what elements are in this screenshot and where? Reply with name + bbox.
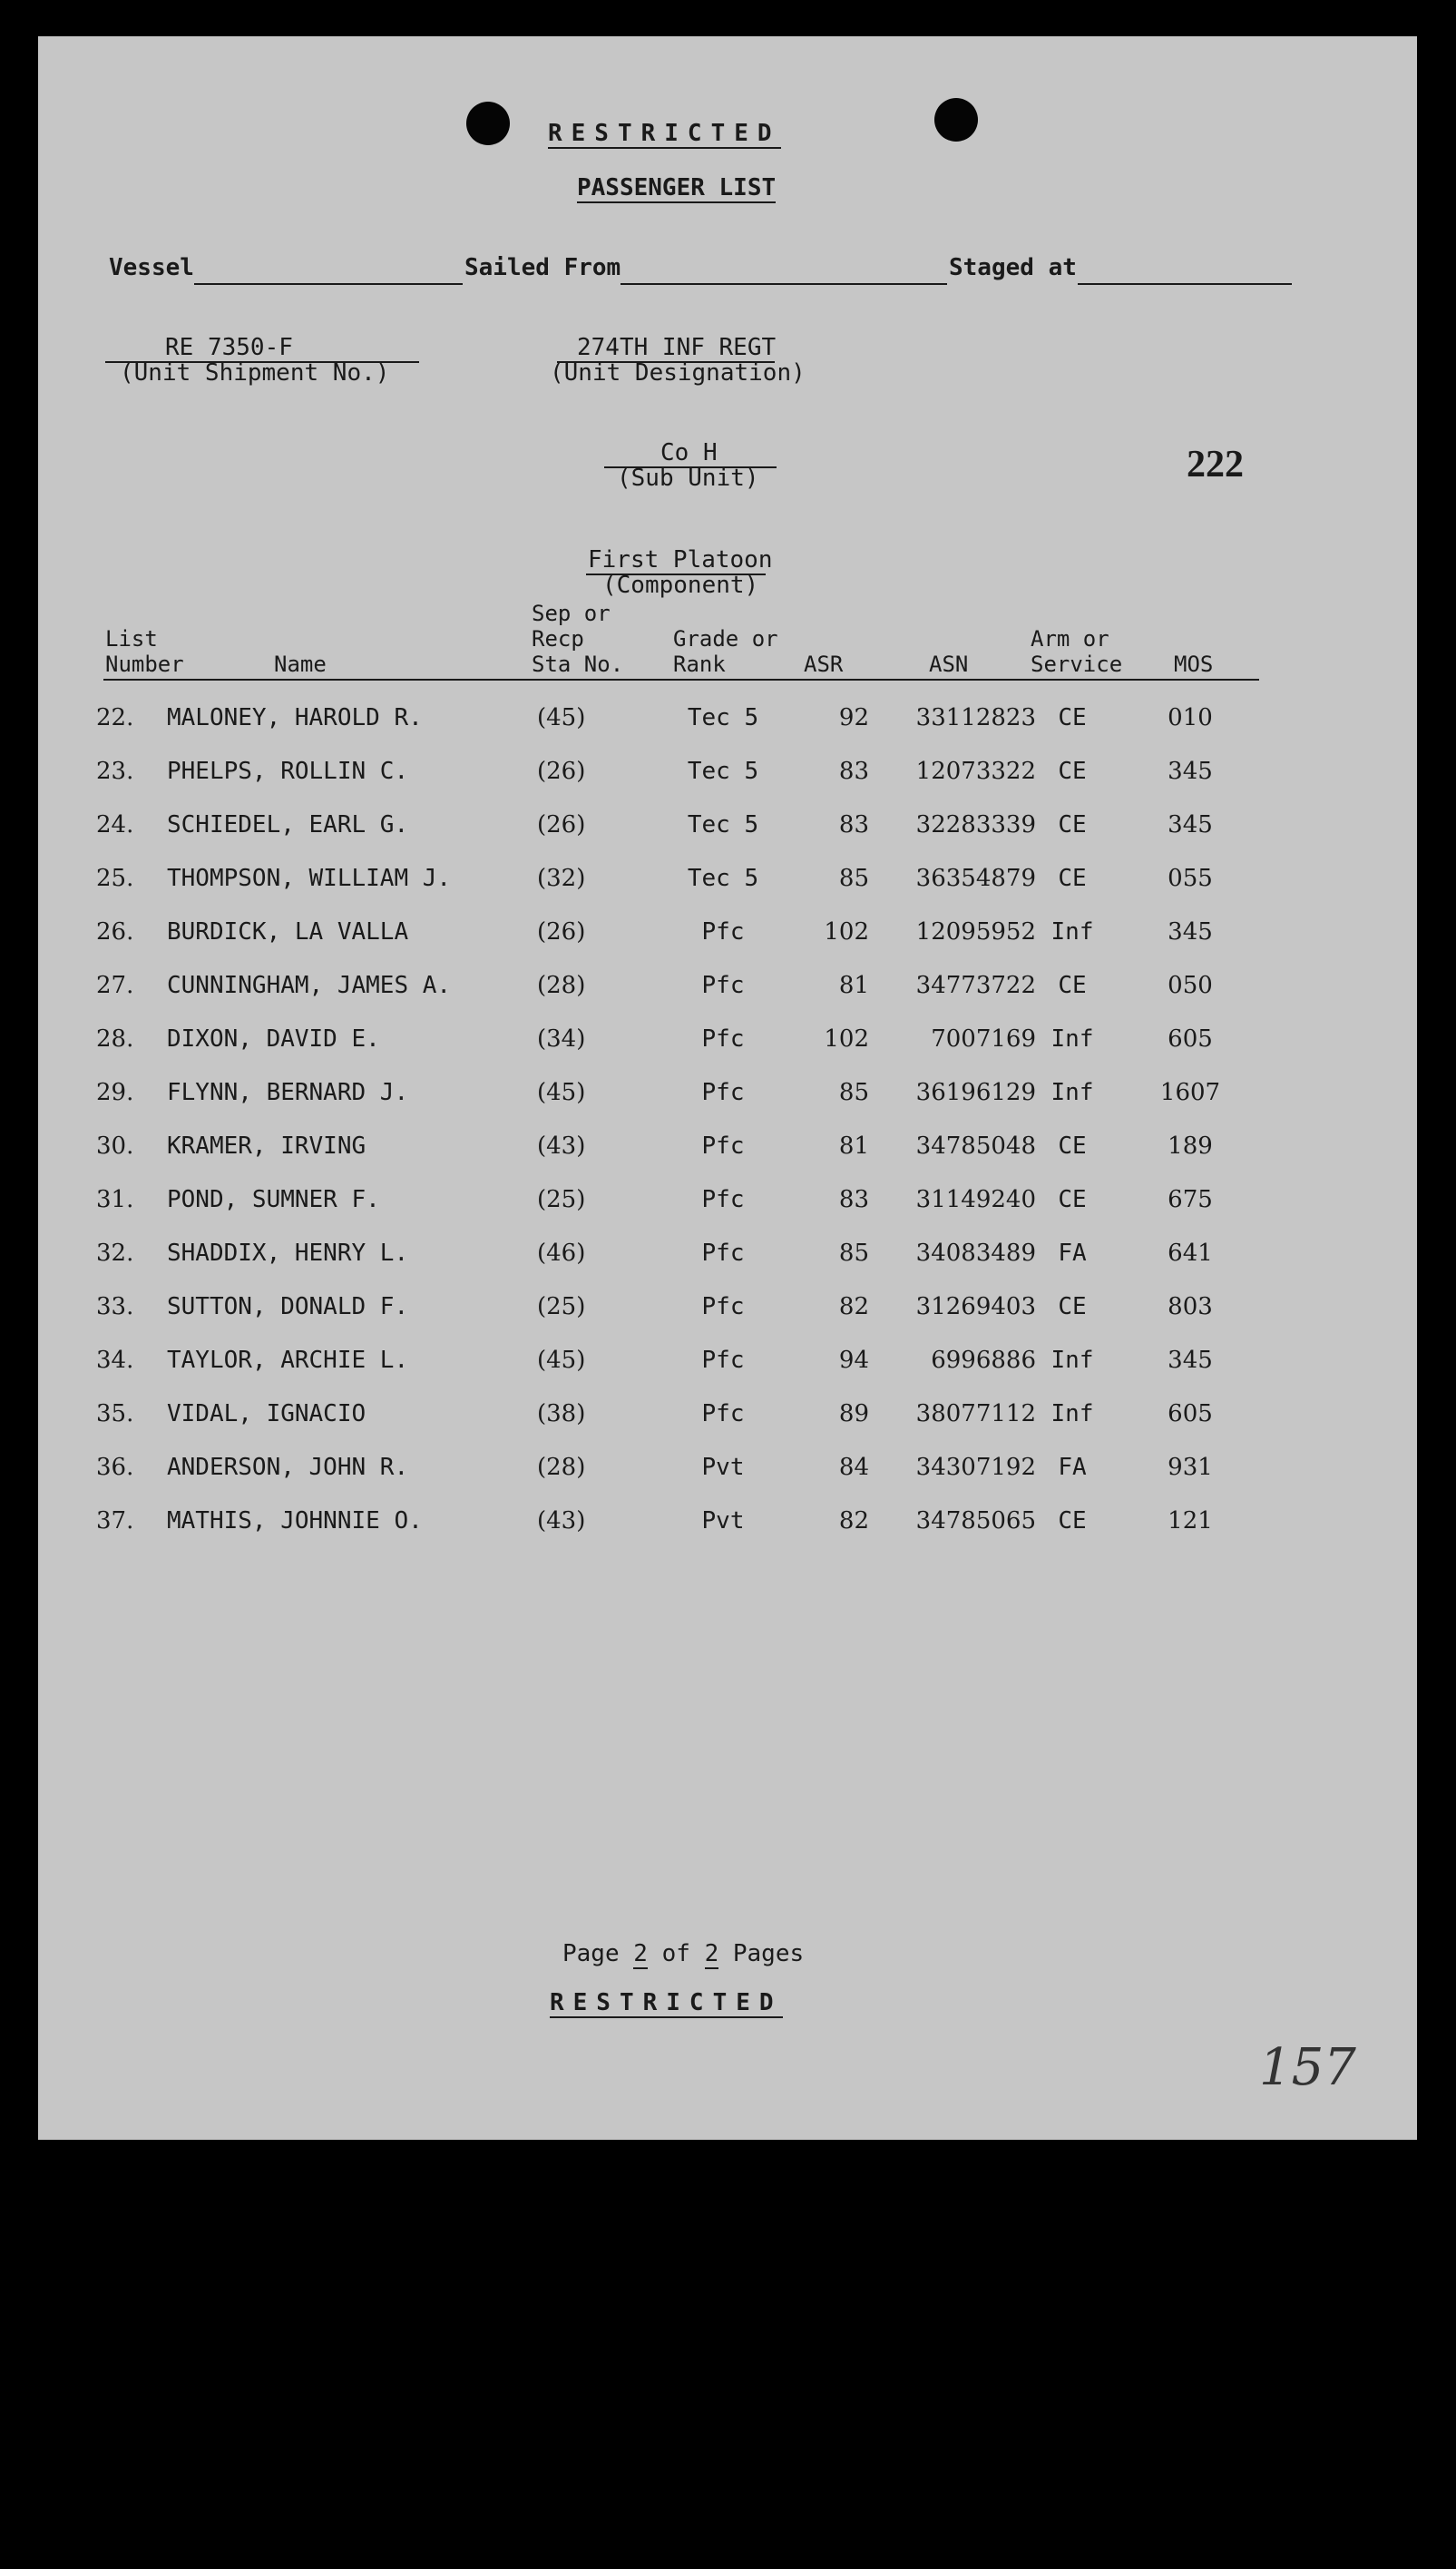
table-row: [38, 1240, 1417, 1276]
table-row: [38, 1025, 1417, 1062]
asn-cell: 36196129: [915, 1079, 1036, 1106]
mos-cell: 345: [1168, 1347, 1213, 1374]
asr-cell: 102: [824, 918, 869, 946]
list-number-cell: 37.: [96, 1507, 134, 1535]
sta-no-cell: (45): [537, 1079, 586, 1106]
table-row: [38, 1507, 1417, 1544]
col-header-number: Number: [105, 652, 184, 677]
col-header-list: List: [105, 626, 158, 652]
asr-cell: 85: [838, 865, 869, 892]
sta-no-cell: (25): [537, 1186, 586, 1213]
list-number-cell: 23.: [96, 758, 134, 785]
grade-cell: Pfc: [701, 1186, 745, 1213]
list-number-cell: 35.: [96, 1400, 134, 1427]
classification-bottom: RESTRICTED: [550, 1989, 783, 2016]
asn-cell: 34785048: [915, 1133, 1036, 1160]
arm-service-cell: CE: [1058, 1293, 1087, 1320]
list-number-cell: 30.: [96, 1133, 134, 1160]
sailed-from-label: Sailed From: [464, 254, 621, 281]
mos-cell: 345: [1168, 811, 1213, 838]
document-page: [38, 36, 1417, 2140]
name-cell: SCHIEDEL, EARL G.: [167, 811, 409, 838]
sta-no-cell: (26): [537, 758, 586, 785]
col-header-grade: Grade or: [673, 626, 778, 652]
name-cell: ANDERSON, JOHN R.: [167, 1454, 409, 1481]
name-cell: FLYNN, BERNARD J.: [167, 1079, 409, 1106]
mos-cell: 605: [1168, 1400, 1213, 1427]
asn-cell: 12095952: [915, 918, 1036, 946]
punch-hole-right: [934, 98, 978, 142]
col-header-recp: Recp: [532, 626, 584, 652]
asn-cell: 34785065: [915, 1507, 1036, 1535]
asr-cell: 82: [838, 1507, 869, 1535]
asn-cell: 12073322: [915, 758, 1036, 785]
vessel-label: Vessel: [109, 254, 194, 281]
mos-cell: 931: [1168, 1454, 1213, 1481]
asr-cell: 94: [838, 1347, 869, 1374]
staged-at-label: Staged at: [949, 254, 1077, 281]
list-number-cell: 36.: [96, 1454, 134, 1481]
table-row: [38, 1454, 1417, 1490]
vessel-blank-line: [194, 283, 463, 285]
classification-top: RESTRICTED: [548, 120, 781, 147]
grade-cell: Pfc: [701, 1079, 745, 1106]
table-row: [38, 758, 1417, 794]
asn-cell: 38077112: [915, 1400, 1036, 1427]
table-row: [38, 972, 1417, 1008]
asr-cell: 85: [838, 1079, 869, 1106]
arm-service-cell: FA: [1058, 1454, 1087, 1481]
mos-cell: 605: [1168, 1025, 1213, 1053]
sub-unit-caption: (Sub Unit): [617, 465, 759, 492]
arm-service-cell: CE: [1058, 1186, 1087, 1213]
name-cell: MATHIS, JOHNNIE O.: [167, 1507, 423, 1535]
sta-no-cell: (45): [537, 1347, 586, 1374]
asr-cell: 83: [838, 1186, 869, 1213]
table-row: [38, 1293, 1417, 1329]
list-number-cell: 24.: [96, 811, 134, 838]
name-cell: MALONEY, HAROLD R.: [167, 704, 423, 731]
col-header-sep: Sep or: [532, 601, 611, 626]
asr-cell: 102: [824, 1025, 869, 1053]
mos-cell: 1607: [1159, 1079, 1221, 1106]
list-number-cell: 27.: [96, 972, 134, 999]
pencil-page-note: 157: [1259, 2038, 1356, 2097]
page-current: 2: [633, 1940, 648, 1967]
name-cell: BURDICK, LA VALLA: [167, 918, 409, 946]
name-cell: KRAMER, IRVING: [167, 1133, 366, 1160]
name-cell: THOMPSON, WILLIAM J.: [167, 865, 452, 892]
list-number-cell: 25.: [96, 865, 134, 892]
asr-cell: 82: [838, 1293, 869, 1320]
sta-no-cell: (26): [537, 918, 586, 946]
name-cell: VIDAL, IGNACIO: [167, 1400, 366, 1427]
arm-service-cell: Inf: [1050, 918, 1094, 946]
table-row: [38, 1186, 1417, 1222]
mos-cell: 345: [1168, 918, 1213, 946]
document-title: PASSENGER LIST: [577, 174, 777, 201]
name-cell: CUNNINGHAM, JAMES A.: [167, 972, 452, 999]
arm-service-cell: CE: [1058, 704, 1087, 731]
mos-cell: 345: [1168, 758, 1213, 785]
sta-no-cell: (46): [537, 1240, 586, 1267]
arm-service-cell: CE: [1058, 1507, 1087, 1535]
arm-service-cell: CE: [1058, 758, 1087, 785]
asn-cell: 34307192: [915, 1454, 1036, 1481]
name-cell: DIXON, DAVID E.: [167, 1025, 380, 1053]
asr-cell: 92: [838, 704, 869, 731]
name-cell: POND, SUMNER F.: [167, 1186, 380, 1213]
sta-no-cell: (28): [537, 1454, 586, 1481]
arm-service-cell: CE: [1058, 811, 1087, 838]
grade-cell: Tec 5: [687, 758, 759, 785]
list-number-cell: 31.: [96, 1186, 134, 1213]
asn-cell: 36354879: [915, 865, 1036, 892]
list-number-cell: 28.: [96, 1025, 134, 1053]
grade-cell: Pvt: [701, 1507, 745, 1535]
col-header-sta-no: Sta No.: [532, 652, 624, 677]
list-number-cell: 29.: [96, 1079, 134, 1106]
sta-no-cell: (34): [537, 1025, 586, 1053]
arm-service-cell: FA: [1058, 1240, 1087, 1267]
table-row: [38, 1347, 1417, 1383]
table-row: [38, 918, 1417, 955]
unit-designation-caption: (Unit Designation): [550, 359, 806, 387]
table-row: [38, 1133, 1417, 1169]
arm-service-cell: Inf: [1050, 1079, 1094, 1106]
asn-cell: 31269403: [915, 1293, 1036, 1320]
arm-service-cell: Inf: [1050, 1347, 1094, 1374]
of-word: of: [661, 1940, 690, 1967]
list-number-cell: 34.: [96, 1347, 134, 1374]
unit-designation: 274TH INF REGT: [577, 334, 777, 361]
mos-cell: 055: [1168, 865, 1213, 892]
arm-service-cell: CE: [1058, 865, 1087, 892]
asn-cell: 7007169: [931, 1025, 1036, 1053]
page-number: 222: [1187, 444, 1244, 485]
asn-cell: 31149240: [915, 1186, 1036, 1213]
arm-service-cell: Inf: [1050, 1025, 1094, 1053]
sta-no-cell: (26): [537, 811, 586, 838]
sta-no-cell: (32): [537, 865, 586, 892]
table-row: [38, 704, 1417, 740]
asn-cell: 33112823: [915, 704, 1036, 731]
asr-cell: 83: [838, 811, 869, 838]
table-row: [38, 1079, 1417, 1115]
col-header-asn: ASN: [929, 652, 969, 677]
arm-service-cell: Inf: [1050, 1400, 1094, 1427]
asn-cell: 32283339: [915, 811, 1036, 838]
col-header-rank: Rank: [673, 652, 726, 677]
list-number-cell: 22.: [96, 704, 134, 731]
name-cell: TAYLOR, ARCHIE L.: [167, 1347, 409, 1374]
grade-cell: Tec 5: [687, 704, 759, 731]
asn-cell: 34773722: [915, 972, 1036, 999]
name-cell: PHELPS, ROLLIN C.: [167, 758, 409, 785]
col-header-name: Name: [274, 652, 327, 677]
mos-cell: 050: [1168, 972, 1213, 999]
grade-cell: Pfc: [701, 1240, 745, 1267]
unit-shipment-caption: (Unit Shipment No.): [120, 359, 390, 387]
col-header-arm: Arm or: [1031, 626, 1109, 652]
table-row: [38, 865, 1417, 901]
staged-at-blank-line: [1078, 283, 1292, 285]
mos-cell: 010: [1168, 704, 1213, 731]
mos-cell: 675: [1168, 1186, 1213, 1213]
grade-cell: Pfc: [701, 1400, 745, 1427]
mos-cell: 121: [1168, 1507, 1213, 1535]
asr-cell: 89: [838, 1400, 869, 1427]
arm-service-cell: CE: [1058, 1133, 1087, 1160]
unit-shipment-number: RE 7350-F: [165, 334, 293, 361]
grade-cell: Pvt: [701, 1454, 745, 1481]
asn-cell: 6996886: [931, 1347, 1036, 1374]
grade-cell: Pfc: [701, 972, 745, 999]
col-header-service: Service: [1031, 652, 1123, 677]
punch-hole-left: [466, 102, 510, 145]
asr-cell: 83: [838, 758, 869, 785]
grade-cell: Pfc: [701, 918, 745, 946]
sub-unit: Co H: [660, 439, 718, 466]
list-number-cell: 26.: [96, 918, 134, 946]
component: First Platoon: [588, 546, 773, 574]
page-total: 2: [704, 1940, 719, 1967]
mos-cell: 641: [1168, 1240, 1213, 1267]
sta-no-cell: (25): [537, 1293, 586, 1320]
sta-no-cell: (38): [537, 1400, 586, 1427]
grade-cell: Pfc: [701, 1293, 745, 1320]
component-caption: (Component): [602, 572, 759, 599]
mos-cell: 189: [1168, 1133, 1213, 1160]
table-row: [38, 1400, 1417, 1436]
asr-cell: 81: [838, 972, 869, 999]
list-number-cell: 32.: [96, 1240, 134, 1267]
column-header-rule: [103, 679, 1259, 681]
grade-cell: Tec 5: [687, 865, 759, 892]
sta-no-cell: (43): [537, 1507, 586, 1535]
name-cell: SHADDIX, HENRY L.: [167, 1240, 409, 1267]
sailed-from-blank-line: [621, 283, 947, 285]
name-cell: SUTTON, DONALD F.: [167, 1293, 409, 1320]
pages-word: Pages: [732, 1940, 805, 1967]
sta-no-cell: (43): [537, 1133, 586, 1160]
col-header-asr: ASR: [804, 652, 844, 677]
list-number-cell: 33.: [96, 1293, 134, 1320]
grade-cell: Pfc: [701, 1133, 745, 1160]
sta-no-cell: (45): [537, 704, 586, 731]
asn-cell: 34083489: [915, 1240, 1036, 1267]
grade-cell: Tec 5: [687, 811, 759, 838]
table-row: [38, 811, 1417, 848]
asr-cell: 85: [838, 1240, 869, 1267]
col-header-mos: MOS: [1174, 652, 1214, 677]
asr-cell: 81: [838, 1133, 869, 1160]
grade-cell: Pfc: [701, 1347, 745, 1374]
asr-cell: 84: [838, 1454, 869, 1481]
page-word: Page: [562, 1940, 620, 1967]
mos-cell: 803: [1168, 1293, 1213, 1320]
grade-cell: Pfc: [701, 1025, 745, 1053]
arm-service-cell: CE: [1058, 972, 1087, 999]
sta-no-cell: (28): [537, 972, 586, 999]
page-indicator: [562, 1940, 804, 1967]
